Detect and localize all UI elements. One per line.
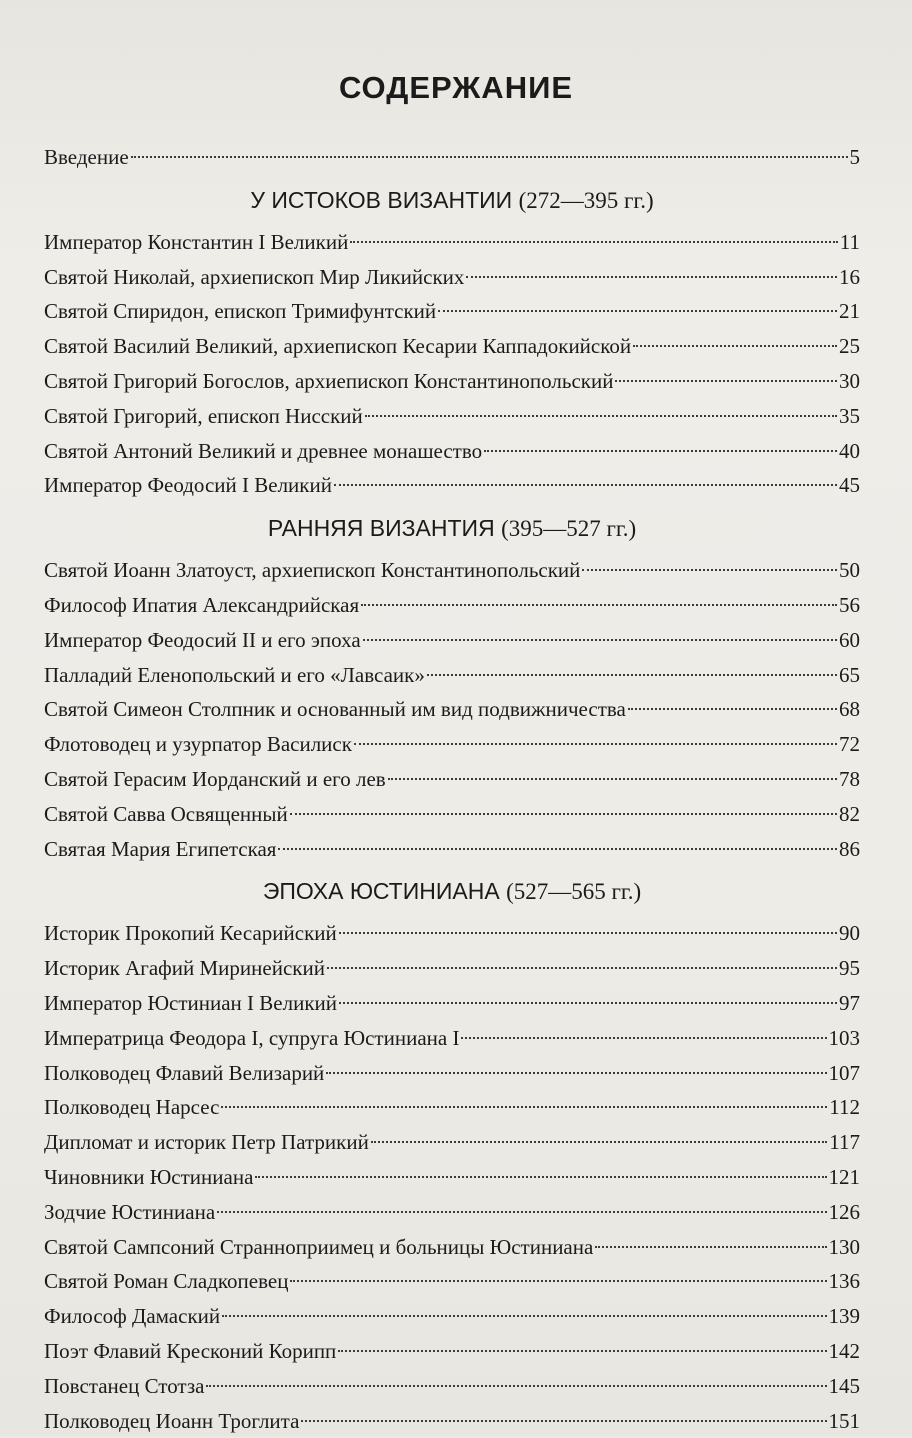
toc-entry-page: 103 xyxy=(829,1021,861,1055)
toc-entry xyxy=(44,797,860,832)
dot-leader xyxy=(427,674,837,676)
toc-entry-page: 136 xyxy=(829,1264,861,1298)
dot-leader xyxy=(582,569,837,571)
toc-entry-page: 72 xyxy=(839,727,860,761)
toc-entry-page: 68 xyxy=(839,692,860,726)
toc-entry-page: 11 xyxy=(840,225,860,259)
toc-entry xyxy=(44,1369,860,1404)
toc-entry-label: Император Константин I Великий xyxy=(44,225,348,259)
page-title: СОДЕРЖАНИЕ xyxy=(0,70,912,106)
toc-entry xyxy=(44,553,860,588)
toc-entry xyxy=(44,588,860,623)
toc-entry-label: Палладий Еленопольский и его «Лавсаик» xyxy=(44,658,425,692)
toc-entry-label: Святой Спиридон, епископ Тримифунтский xyxy=(44,294,436,328)
toc-entry-page: 60 xyxy=(839,623,860,657)
toc-entry-page: 95 xyxy=(839,951,860,985)
dot-leader xyxy=(363,639,837,641)
toc-entry xyxy=(44,294,860,329)
toc-entry-label: Флотоводец и узурпатор Василиск xyxy=(44,727,352,761)
toc-entry-page: 50 xyxy=(839,553,860,587)
toc-entry-label: Полководец Флавий Велизарий xyxy=(44,1056,324,1090)
toc-entry xyxy=(44,832,860,867)
toc-entry-page: 107 xyxy=(829,1056,861,1090)
table-of-contents xyxy=(44,140,860,1438)
dot-leader xyxy=(206,1385,826,1387)
toc-entry-page: 142 xyxy=(829,1334,861,1368)
toc-entry xyxy=(44,260,860,295)
dot-leader xyxy=(461,1037,826,1039)
dot-leader xyxy=(339,932,837,934)
dot-leader xyxy=(484,450,837,452)
dot-leader xyxy=(365,415,837,417)
toc-entry xyxy=(44,1021,860,1056)
dot-leader xyxy=(354,743,837,745)
toc-entry-page: 40 xyxy=(839,434,860,468)
toc-entry-label: Введение xyxy=(44,140,129,174)
toc-entry-label: Поэт Флавий Кресконий Корипп xyxy=(44,1334,336,1368)
dot-leader xyxy=(334,484,837,486)
toc-entry xyxy=(44,762,860,797)
toc-entry xyxy=(44,623,860,658)
toc-entry-page: 56 xyxy=(839,588,860,622)
toc-entry-label: Император Феодосий I Великий xyxy=(44,468,332,502)
section-heading xyxy=(44,503,860,553)
toc-entry xyxy=(44,1264,860,1299)
toc-entry-page: 117 xyxy=(829,1125,860,1159)
toc-entry xyxy=(44,916,860,951)
toc-entry-page: 86 xyxy=(839,832,860,866)
toc-entry-label: Святой Сампсоний Странноприимец и больницы Юстиниана xyxy=(44,1230,593,1264)
dot-leader xyxy=(633,345,837,347)
toc-entry xyxy=(44,364,860,399)
toc-entry-page: 139 xyxy=(829,1299,861,1333)
toc-entry-label: Святой Герасим Иорданский и его лев xyxy=(44,762,386,796)
toc-entry xyxy=(44,1125,860,1160)
dot-leader xyxy=(339,1002,837,1004)
section-years: (527—565 гг.) xyxy=(506,879,641,904)
toc-entry xyxy=(44,1230,860,1265)
dot-leader xyxy=(595,1246,826,1248)
dot-leader xyxy=(301,1420,826,1422)
section-heading-text: ЭПОХА ЮСТИНИАНА xyxy=(263,878,500,904)
toc-entry xyxy=(44,692,860,727)
toc-entry-label: Философ Ипатия Александрийская xyxy=(44,588,359,622)
toc-entry-page: 78 xyxy=(839,762,860,796)
toc-entry-label: Историк Агафий Миринейский xyxy=(44,951,325,985)
toc-entry-page: 151 xyxy=(829,1404,861,1438)
dot-leader xyxy=(388,778,837,780)
toc-entry-page: 130 xyxy=(829,1230,861,1264)
toc-entry-label: Император Феодосий II и его эпоха xyxy=(44,623,361,657)
toc-entry-label: Повстанец Стотза xyxy=(44,1369,204,1403)
dot-leader xyxy=(221,1106,827,1108)
toc-entry xyxy=(44,434,860,469)
toc-entry xyxy=(44,727,860,762)
toc-entry xyxy=(44,329,860,364)
toc-entry xyxy=(44,1195,860,1230)
section-years: (272—395 гг.) xyxy=(519,188,654,213)
dot-leader xyxy=(628,708,837,710)
toc-entry xyxy=(44,951,860,986)
toc-entry-page: 90 xyxy=(839,916,860,950)
toc-entry-page: 45 xyxy=(839,468,860,502)
toc-entry-page: 126 xyxy=(829,1195,861,1229)
toc-entry-page: 145 xyxy=(829,1369,861,1403)
toc-entry-label: Император Юстиниан I Великий xyxy=(44,986,337,1020)
toc-entry-label: Святой Антоний Великий и древнее монашество xyxy=(44,434,482,468)
toc-entry-label: Полководец Нарсес xyxy=(44,1090,219,1124)
dot-leader xyxy=(466,276,837,278)
toc-entry-page: 5 xyxy=(850,140,861,174)
section-heading-text: РАННЯЯ ВИЗАНТИЯ xyxy=(268,515,495,541)
section-heading xyxy=(44,866,860,916)
toc-entry-label: Полководец Иоанн Троглита xyxy=(44,1404,299,1438)
dot-leader xyxy=(278,848,837,850)
toc-entry-label: Святой Савва Освященный xyxy=(44,797,288,831)
dot-leader xyxy=(338,1350,826,1352)
toc-entry xyxy=(44,1299,860,1334)
dot-leader xyxy=(371,1141,827,1143)
toc-entry-page: 30 xyxy=(839,364,860,398)
toc-entry-page: 121 xyxy=(829,1160,861,1194)
toc-entry-page: 25 xyxy=(839,329,860,363)
toc-entry xyxy=(44,658,860,693)
dot-leader xyxy=(290,1280,826,1282)
dot-leader xyxy=(290,813,837,815)
toc-entry-label: Дипломат и историк Петр Патрикий xyxy=(44,1125,369,1159)
toc-entry xyxy=(44,468,860,503)
section-heading xyxy=(44,175,860,225)
toc-entry-label: Святой Григорий, епископ Нисский xyxy=(44,399,363,433)
dot-leader xyxy=(255,1176,826,1178)
toc-entry-label: Императрица Феодора I, супруга Юстиниана I xyxy=(44,1021,459,1055)
toc-entry xyxy=(44,1160,860,1195)
toc-entry-label: Святой Григорий Богослов, архиепископ Константинопольский xyxy=(44,364,613,398)
toc-entry-page: 112 xyxy=(829,1090,860,1124)
dot-leader xyxy=(326,1072,826,1074)
toc-entry-label: Философ Дамаский xyxy=(44,1299,220,1333)
toc-entry xyxy=(44,986,860,1021)
toc-entry-label: Зодчие Юстиниана xyxy=(44,1195,215,1229)
dot-leader xyxy=(131,156,848,158)
toc-entry-label: Чиновники Юстиниана xyxy=(44,1160,253,1194)
dot-leader xyxy=(361,604,837,606)
toc-entry xyxy=(44,399,860,434)
toc-entry-label: Святой Роман Сладкопевец xyxy=(44,1264,288,1298)
section-heading-text: У ИСТОКОВ ВИЗАНТИИ xyxy=(250,187,512,213)
toc-entry xyxy=(44,1090,860,1125)
toc-entry-label: Святой Николай, архиепископ Мир Ликийских xyxy=(44,260,464,294)
toc-entry xyxy=(44,1404,860,1438)
toc-entry xyxy=(44,1334,860,1369)
toc-entry-intro xyxy=(44,140,860,175)
toc-entry-label: Святой Василий Великий, архиепископ Кесарии Каппадокийской xyxy=(44,329,631,363)
toc-entry-label: Святая Мария Египетская xyxy=(44,832,276,866)
dot-leader xyxy=(222,1315,826,1317)
toc-entry-label: Святой Иоанн Златоуст, архиепископ Константинопольский xyxy=(44,553,580,587)
toc-entry xyxy=(44,225,860,260)
toc-entry-page: 21 xyxy=(839,294,860,328)
toc-entry-page: 65 xyxy=(839,658,860,692)
toc-entry-label: Историк Прокопий Кесарийский xyxy=(44,916,337,950)
toc-entry-page: 35 xyxy=(839,399,860,433)
dot-leader xyxy=(438,310,837,312)
dot-leader xyxy=(327,967,837,969)
section-years: (395—527 гг.) xyxy=(501,516,636,541)
dot-leader xyxy=(615,380,837,382)
toc-entry-page: 97 xyxy=(839,986,860,1020)
toc-entry-page: 82 xyxy=(839,797,860,831)
dot-leader xyxy=(350,241,837,243)
toc-entry xyxy=(44,1056,860,1091)
toc-entry-label: Святой Симеон Столпник и основанный им вид подвижничества xyxy=(44,692,626,726)
dot-leader xyxy=(217,1211,826,1213)
toc-entry-page: 16 xyxy=(839,260,860,294)
